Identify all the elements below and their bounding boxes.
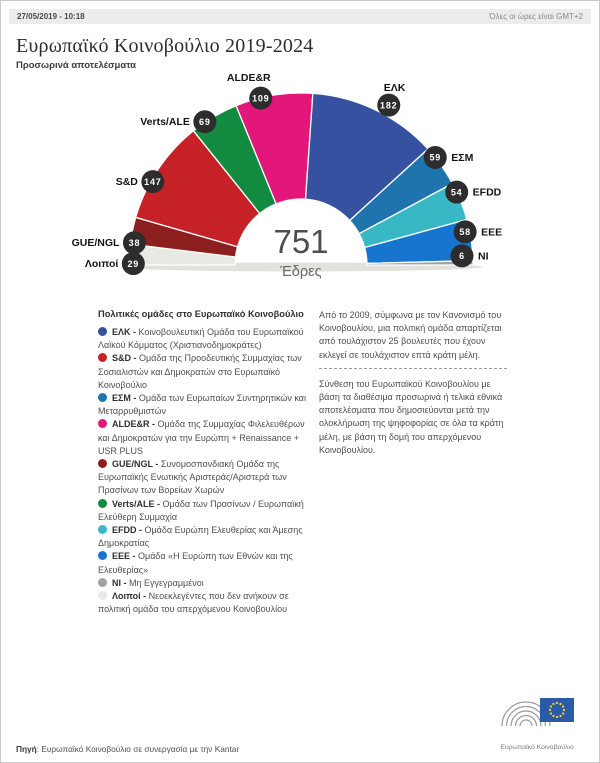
info-paragraph-2: Σύνθεση του Ευρωπαϊκού Κοινοβουλίου με βάση τα διαθέσιμα προσωρινά ή τελικά εθνικά αποτελέσματα που δημοσιεύονται μετά την ολοκλήρωση της ψηφοφορίας σε όλα τα κράτη μέλη, με βάση τη δομή του απερχόμενου Κοινοβουλίου. xyxy=(319,378,504,455)
legend-title: Πολιτικές ομάδες στο Ευρωπαϊκό Κοινοβούλιο xyxy=(98,309,304,319)
svg-text:58: 58 xyxy=(459,227,471,238)
legend-color-dot xyxy=(98,327,107,336)
svg-text:6: 6 xyxy=(459,251,465,262)
legend-color-dot xyxy=(98,591,107,600)
timezone-note: Όλες οι ώρες είναι GMT+2 xyxy=(489,12,583,21)
legend-item-ΕΣΜ: ΕΣΜ - Ομάδα των Ευρωπαίων Συντηρητικών και Μεταρρυθμιστών xyxy=(98,393,306,417)
legend-color-dot xyxy=(98,525,107,534)
slice-label-GUE/NGL: GUE/NGL xyxy=(71,237,120,250)
legend-color-dot xyxy=(98,353,107,362)
svg-text:69: 69 xyxy=(199,116,211,127)
legend-item-EFDD: EFDD - Ομάδα Ευρώπη Ελευθερίας και Άμεσης Δημοκρατίας xyxy=(98,525,303,549)
seat-badge-S&D xyxy=(141,170,164,193)
slice-label-NI: NI xyxy=(477,250,489,263)
source-note xyxy=(16,744,239,754)
ep-logo-graphic xyxy=(494,690,580,738)
legend-item-ΕΛΚ: ΕΛΚ - Κοινοβουλευτική Ομάδα του Ευρωπαϊκού Λαϊκού Κόμματος (Χριστιανοδημοκράτες) xyxy=(98,327,304,351)
slice-label-ΕΕΕ: ΕΕΕ xyxy=(481,226,503,239)
ep-logo-caption: Ευρωπαϊκό Κοινοβούλιο xyxy=(500,744,574,751)
seat-badge-GUE/NGL xyxy=(123,231,146,254)
seat-badge-ΕΣΜ xyxy=(424,146,447,169)
hemicycle-chart xyxy=(1,61,600,301)
legend-item-NI: NI - Μη Εγγεγραμμένοι xyxy=(98,577,314,590)
legend-color-dot xyxy=(98,551,107,560)
slice-label-S&D: S&D xyxy=(115,176,138,189)
slice-label-Verts/ALE: Verts/ALE xyxy=(140,116,190,129)
slice-label-ΕΛΚ: ΕΛΚ xyxy=(383,82,406,95)
legend-item-Λοιποί: Λοιποί - Νεοεκλεγέντες που δεν ανήκουν σε πολιτική ομάδα του απερχόμενου Κοινοβουλίου xyxy=(98,591,289,615)
legend-item-S&D: S&D - Ομάδα της Προοδευτικής Συμμαχίας των Σοσιαλιστών και Δημοκρατών στο Ευρωπαϊκό Κοινοβούλιο xyxy=(98,353,302,390)
legend-item-ΕΕΕ: ΕΕΕ - Ομάδα «Η Ευρώπη των Εθνών και της Ελευθερίας» xyxy=(98,551,293,575)
legend-color-dot xyxy=(98,393,107,402)
seat-badge-ALDE&R xyxy=(249,87,272,110)
seat-badge-Λοιποί xyxy=(122,252,145,275)
slice-label-Λοιποί: Λοιποί xyxy=(84,258,119,271)
slice-label-ΕΣΜ: ΕΣΜ xyxy=(451,151,474,164)
dashed-divider xyxy=(319,368,507,369)
svg-text:109: 109 xyxy=(252,93,270,104)
legend-color-dot xyxy=(98,499,107,508)
legend-color-dot xyxy=(98,459,107,468)
slice-label-EFDD: EFDD xyxy=(472,186,502,199)
info-paragraph-1: Από το 2009, σύμφωνα με τον Κανονισμό του Κοινοβουλίου, μια πολιτική ομάδα απαρτίζεται από τουλάχιστον 25 βουλευτές που έχουν εκλεγεί σε τουλάχιστον επτά κράτη μέλη. xyxy=(319,310,502,360)
legend-item-ALDE&R: ALDE&R - Ομάδα της Συμμαχίας Φιλελευθέρων και Δημοκρατών για την Ευρώπη + Renaissance + USR PLUS xyxy=(98,419,305,456)
total-seats-caption: Έδρες xyxy=(280,264,322,280)
topbar xyxy=(9,9,591,24)
svg-text:147: 147 xyxy=(144,176,162,187)
total-seats: 751 xyxy=(273,223,329,260)
svg-text:38: 38 xyxy=(128,237,141,248)
legend xyxy=(98,309,314,616)
seat-badge-EFDD xyxy=(445,181,468,204)
seat-badge-Verts/ALE xyxy=(193,110,216,133)
svg-text:54: 54 xyxy=(450,187,463,198)
source-text: : Ευρωπαϊκό Κοινοβούλιο σε συνεργασία με την Kantar xyxy=(36,744,240,754)
slice-label-ALDE&R: ALDE&R xyxy=(226,72,271,85)
info-column xyxy=(319,309,507,463)
seat-badge-ΕΕΕ xyxy=(454,220,477,243)
seat-badge-NI xyxy=(450,244,473,267)
seat-badge-ΕΛΚ xyxy=(377,94,400,117)
eu-flag-icon xyxy=(540,698,574,722)
source-label: Πηγή xyxy=(16,744,37,754)
legend-item-Verts/ALE: Verts/ALE - Ομάδα των Πρασίνων / Ευρωπαϊκή Ελεύθερη Συμμαχία xyxy=(98,498,304,522)
svg-text:182: 182 xyxy=(380,100,398,111)
legend-items xyxy=(98,326,314,616)
datetime-label: 27/05/2019 - 10:18 xyxy=(17,12,85,21)
svg-text:59: 59 xyxy=(429,152,442,163)
page-title: Ευρωπαϊκό Κοινοβούλιο 2019-2024 xyxy=(16,35,314,57)
legend-item-GUE/NGL: GUE/NGL - Συνομοσπονδιακή Ομάδα της Ευρωπαϊκής Ενωτικής Αριστεράς/Αριστερά των Πρασίνων των Βορείων Χωρών xyxy=(98,459,287,496)
ep-logo xyxy=(485,690,589,751)
legend-color-dot xyxy=(98,578,107,587)
page-subtitle: Προσωρινά αποτελέσματα xyxy=(16,60,137,71)
svg-text:29: 29 xyxy=(127,258,140,269)
legend-color-dot xyxy=(98,419,107,428)
